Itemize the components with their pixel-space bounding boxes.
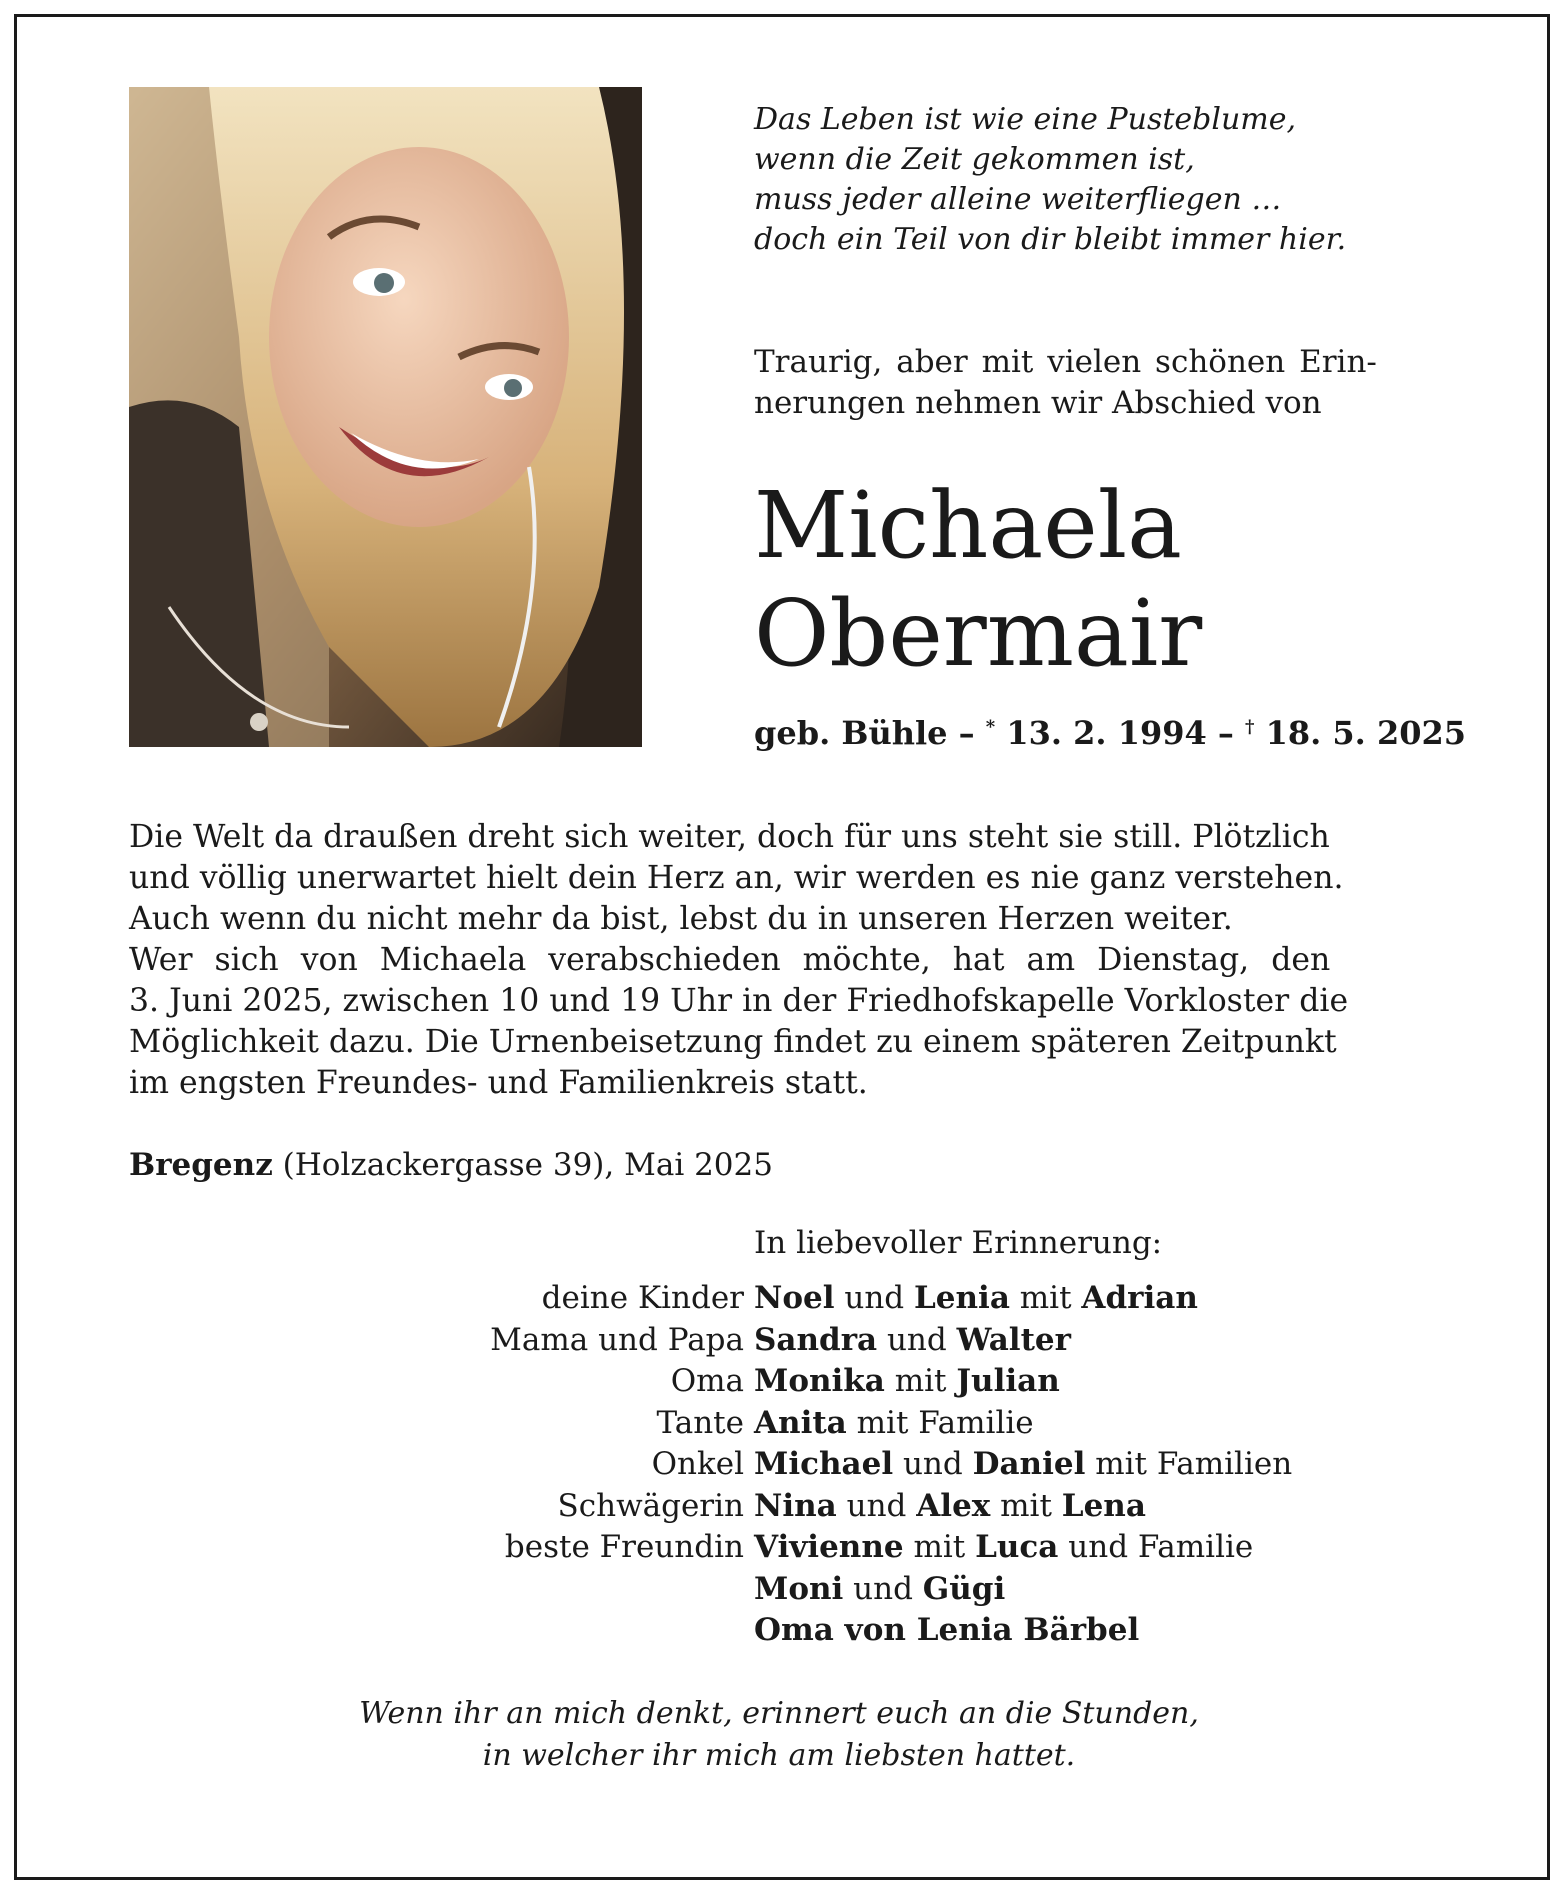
mourner-names (754, 1403, 1034, 1445)
mourner-relation: Mama und Papa (490, 1321, 744, 1358)
mourner-names (754, 1320, 1071, 1362)
mourner-connector: und (834, 1280, 914, 1316)
mourner-relation: deine Kinder (541, 1280, 744, 1316)
body-line: Möglichkeit dazu. Die Urnenbeisetzung findet zu einem späteren Zeitpunkt (129, 1024, 1337, 1060)
mourner-name: Michael (754, 1446, 894, 1482)
death-date: 18. 5. 2025 (1265, 714, 1467, 752)
mourner-connector: mit Familien (1085, 1446, 1293, 1482)
mourners-list (129, 1278, 1479, 1652)
mourner-name: Daniel (972, 1446, 1086, 1482)
mourner-row (129, 1569, 1479, 1611)
body-line: im engsten Freundes- und Familienkreis statt. (129, 1065, 868, 1101)
mourner-names (754, 1527, 1253, 1569)
mourner-name: Noel (754, 1280, 835, 1316)
mourner-row (129, 1486, 1479, 1528)
closing-line: Wenn ihr an mich denkt, erinnert euch an die Stunden, (359, 1696, 1199, 1731)
mourner-names (754, 1278, 1198, 1320)
mourner-connector: und (836, 1487, 917, 1524)
intro-line: Traurig, aber mit vielen schönen Erin- (754, 344, 1377, 380)
mourner-names (754, 1610, 1139, 1652)
mourner-name: Luca (975, 1529, 1059, 1565)
body-line: und völlig unerwartet hielt dein Herz an, wir werden es nie ganz verstehen. (129, 860, 1344, 896)
birth-symbol: * (985, 716, 996, 738)
poem-line: wenn die Zeit gekommen ist, (754, 142, 1195, 177)
poem-line: muss jeder alleine weiterfliegen … (754, 182, 1282, 217)
mourner-row (129, 1403, 1479, 1445)
mourner-connector: und Familie (1058, 1529, 1254, 1565)
mourner-relation (129, 1569, 754, 1611)
intro-text (754, 342, 1439, 424)
mourner-row (129, 1278, 1479, 1320)
born-as: geb. Bühle (754, 714, 948, 752)
portrait-photo (129, 87, 642, 747)
mourner-relation: beste Freundin (504, 1529, 744, 1565)
mourner-connector: mit (1009, 1280, 1082, 1316)
mourner-relation: Schwägerin (557, 1487, 744, 1524)
mourner-name: Walter (956, 1321, 1071, 1358)
mourner-relation: Onkel (651, 1446, 744, 1482)
place-city: Bregenz (129, 1147, 273, 1183)
mourner-name: Monika (754, 1363, 885, 1399)
mourner-connector: und (843, 1570, 923, 1607)
mourner-name: Lenia (914, 1280, 1010, 1316)
mourner-name: Alex (916, 1487, 991, 1524)
mourner-row (129, 1444, 1479, 1486)
mourner-row (129, 1320, 1479, 1362)
closing-line: in welcher ihr mich am liebsten hattet. (482, 1738, 1076, 1773)
first-name: Michaela (754, 472, 1182, 579)
deceased-name (754, 472, 1202, 688)
mourner-names (754, 1486, 1146, 1528)
mourner-name: Lena (1061, 1487, 1146, 1524)
intro-line: nerungen nehmen wir Abschied von (754, 385, 1322, 421)
mourner-relation: Tante (656, 1404, 744, 1441)
death-symbol: † (1245, 716, 1255, 738)
mourner-row (129, 1610, 1479, 1652)
mourner-name: Moni (754, 1570, 844, 1607)
mourner-row (129, 1361, 1479, 1403)
birth-date: 13. 2. 1994 (1006, 714, 1207, 752)
body-line: Die Welt da draußen dreht sich weiter, doch für uns steht sie still. Plötzlich (129, 819, 1330, 855)
closing-verse (129, 1693, 1429, 1777)
body-line: 3. Juni 2025, zwischen 10 und 19 Uhr in der Friedhofskapelle Vorkloster die (129, 983, 1349, 1019)
mourner-connector: mit Familie (846, 1404, 1034, 1441)
mourner-relation: Oma (670, 1363, 744, 1399)
mourner-relation (129, 1610, 754, 1652)
place-rest: (Holzackergasse 39), Mai 2025 (272, 1147, 773, 1183)
mourner-row (129, 1527, 1479, 1569)
memory-heading: In liebevoller Erinnerung: (754, 1225, 1163, 1261)
mourner-name: Adrian (1081, 1280, 1198, 1316)
body-line: Auch wenn du nicht mehr da bist, lebst du in unseren Herzen weiter. (129, 901, 1233, 937)
mourner-connector: mit (903, 1529, 976, 1565)
mourner-names (754, 1569, 1005, 1611)
mourner-connector: und (877, 1321, 957, 1358)
body-text (129, 817, 1439, 1104)
mourner-connector: und (893, 1446, 973, 1482)
mourner-names (754, 1361, 1060, 1403)
mourner-name: Gügi (922, 1570, 1006, 1607)
mourner-name: Sandra (754, 1321, 878, 1358)
mourner-name: Anita (754, 1404, 847, 1441)
poem-line: doch ein Teil von dir bleibt immer hier. (754, 222, 1347, 257)
life-dates: geb. Bühle – * 13. 2. 1994 – † 18. 5. 2025 (754, 714, 1467, 752)
mourner-name: Julian (956, 1363, 1060, 1399)
poem (754, 100, 1474, 260)
mourner-names (754, 1444, 1292, 1486)
mourner-name: Oma von Lenia Bärbel (754, 1612, 1140, 1648)
poem-line: Das Leben ist wie eine Pusteblume, (754, 102, 1297, 137)
mourner-name: Vivienne (754, 1529, 904, 1565)
mourner-connector: mit (990, 1487, 1062, 1524)
last-name: Obermair (754, 580, 1203, 687)
mourner-name: Nina (754, 1487, 837, 1524)
mourner-connector: mit (884, 1363, 957, 1399)
place-date (129, 1147, 773, 1183)
body-line: Wer sich von Michaela verabschieden möchte, hat am Dienstag, den (129, 942, 1331, 978)
